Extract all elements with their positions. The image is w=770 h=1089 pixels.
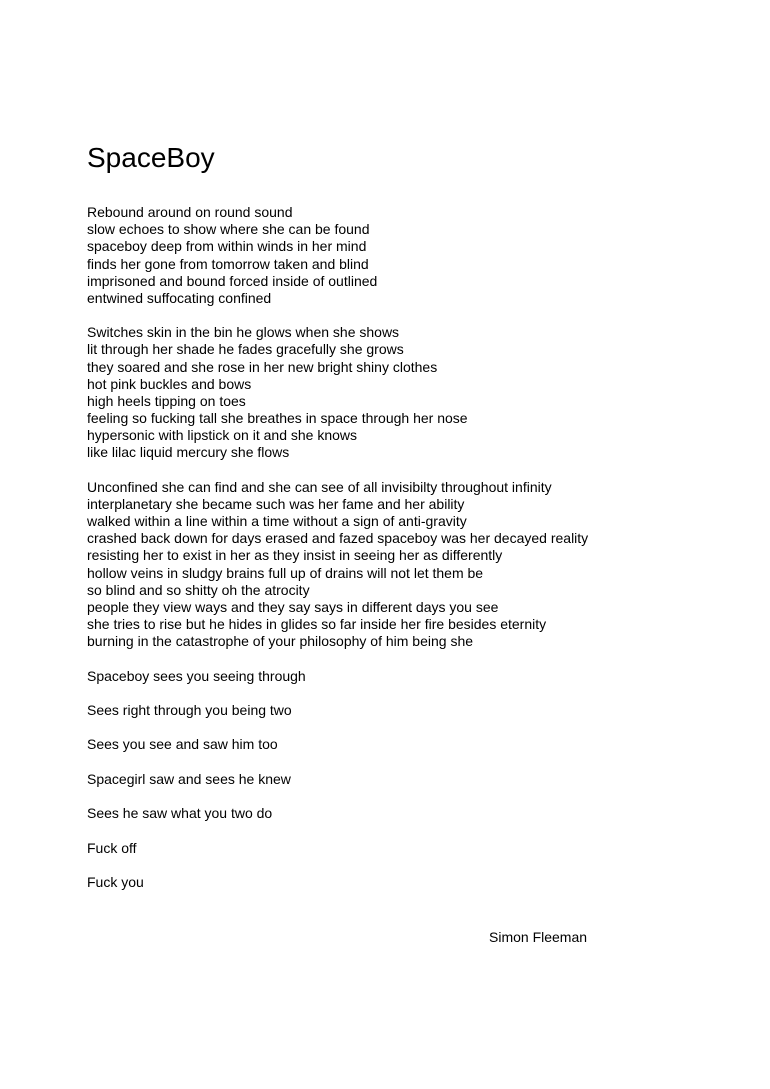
poem-line: finds her gone from tomorrow taken and blind: [87, 255, 369, 272]
poem-line: she tries to rise but he hides in glides so far inside her fire besides eternity: [87, 616, 547, 633]
poem-line: imprisoned and bound forced inside of outlined: [87, 272, 378, 289]
poem-line: hollow veins in sludgy brains full up of drains will not let them be: [87, 564, 484, 581]
closing-line: Sees you see and saw him too: [87, 736, 278, 753]
poem-line: Rebound around on round sound: [87, 204, 293, 220]
stanza-2: [87, 324, 687, 462]
poem-title: SpaceBoy: [87, 142, 215, 173]
poem-line: feeling so fucking tall she breathes in space through her nose: [87, 410, 468, 427]
poem-line: Unconfined she can find and she can see of all invisibilty throughout infinity: [87, 478, 552, 495]
poem-line: entwined suffocating confined: [87, 289, 272, 306]
closing-line: Sees he saw what you two do: [87, 805, 273, 822]
poem-line: Switches skin in the bin he glows when she shows: [87, 324, 400, 341]
author-signature: Simon Fleeman: [489, 929, 588, 945]
poem-line: hot pink buckles and bows: [87, 375, 252, 392]
poem-line: hypersonic with lipstick on it and she knows: [87, 427, 358, 444]
poem-line: walked within a line within a time without a sign of anti-gravity: [87, 513, 467, 529]
poem-line: they soared and she rose in her new bright shiny clothes: [87, 358, 438, 375]
closing-line: Spaceboy sees you seeing through: [87, 667, 306, 684]
poem-body: [87, 204, 687, 891]
stanza-3: [87, 479, 687, 651]
poem-line: spaceboy deep from within winds in her mind: [87, 238, 367, 255]
poem-line: like lilac liquid mercury she flows: [87, 444, 290, 461]
closing-line: Fuck you: [87, 873, 144, 890]
poem-line: interplanetary she became such was her fame and her ability: [87, 495, 465, 512]
poem-line: resisting her to exist in her as they insist in seeing her as differently: [87, 547, 503, 564]
poem-line: slow echoes to show where she can be found: [87, 221, 370, 238]
closing-line: Sees right through you being two: [87, 702, 292, 719]
poem-line: crashed back down for days erased and fazed spaceboy was her decayed reality: [87, 530, 589, 547]
poem-line: lit through her shade he fades gracefully she grows: [87, 341, 404, 358]
closing-lines: [87, 668, 687, 891]
stanza-1: [87, 204, 687, 307]
closing-line: Fuck off: [87, 839, 137, 856]
poem-line: so blind and so shitty oh the atrocity: [87, 581, 310, 598]
poem-line: people they view ways and they say says in different days you see: [87, 598, 499, 615]
closing-line: Spacegirl saw and sees he knew: [87, 770, 291, 787]
poem-line: high heels tipping on toes: [87, 392, 246, 409]
poem-line: burning in the catastrophe of your philosophy of him being she: [87, 633, 474, 650]
